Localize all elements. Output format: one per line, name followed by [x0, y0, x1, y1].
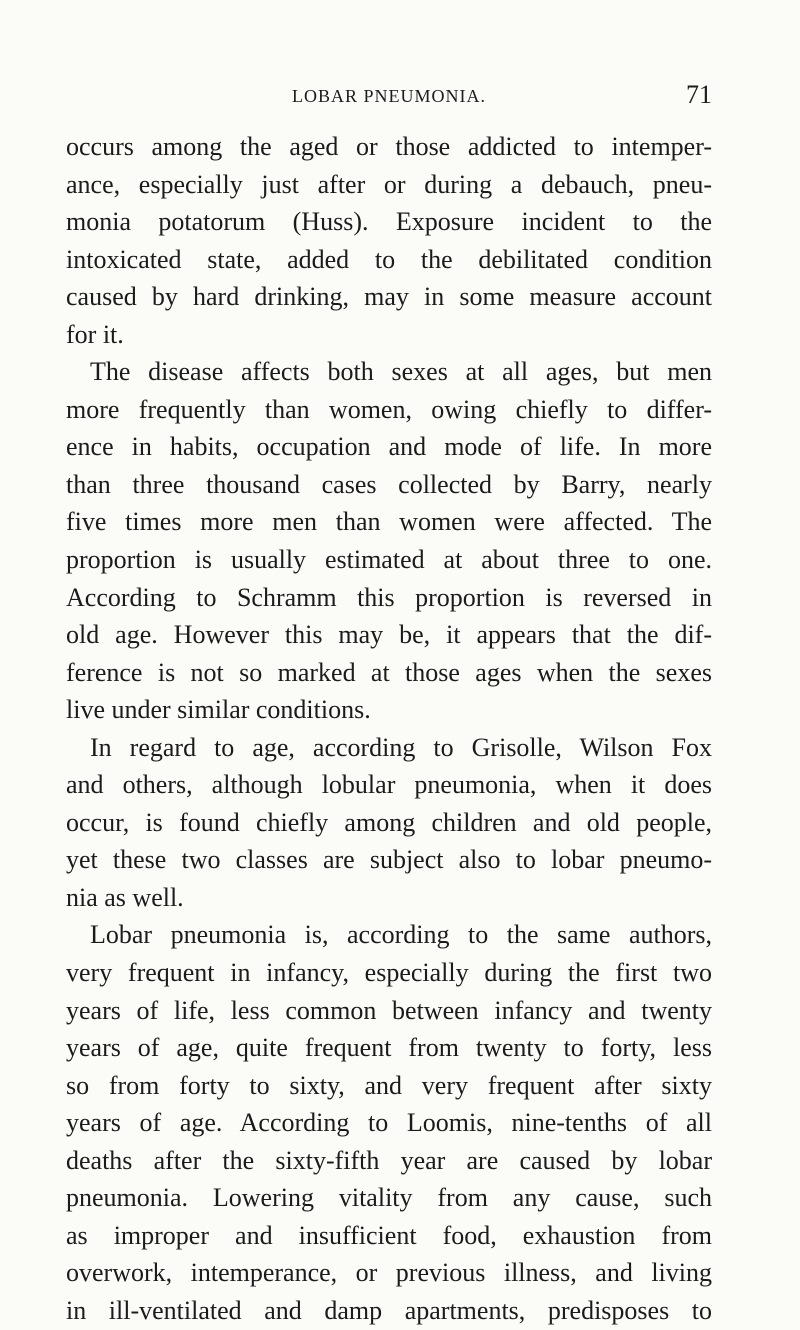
running-title: LOBAR PNEUMONIA. [291, 86, 486, 106]
text-line: deaths after the sixty-fifth year are caused by lobar [66, 1145, 712, 1175]
text-line: old age. However this may be, it appears that the dif- [66, 620, 712, 650]
text-line: for it. [66, 319, 124, 349]
text-line: in ill-ventilated and damp apartments, predisposes to [66, 1295, 712, 1325]
text-line: proportion is usually estimated at about three to one. [66, 545, 712, 575]
text-line: so from forty to sixty, and very frequent after sixty [66, 1070, 712, 1100]
text-line: Lobar pneumonia is, according to the same authors, [90, 920, 712, 950]
text-line: intoxicated state, added to the debilitated condition [66, 244, 712, 274]
text-line: occurs among the aged or those addicted to intemper- [66, 132, 712, 161]
text-line: ance, especially just after or during a debauch, pneu- [66, 169, 712, 199]
text-line: occur, is found chiefly among children and old people, [66, 807, 712, 837]
running-head [66, 80, 712, 116]
page-number: 71 [686, 80, 712, 109]
text-line: years of age, quite frequent from twenty to forty, less [66, 1033, 712, 1063]
text-line: than three thousand cases collected by Barry, nearly [66, 469, 712, 499]
text-line: In regard to age, according to Grisolle, Wilson Fox [90, 732, 712, 762]
text-line: very frequent in infancy, especially during the first two [66, 958, 712, 988]
text-line: live under similar conditions. [66, 695, 371, 725]
text-line: The disease affects both sexes at all ages, but men [90, 357, 712, 387]
text-line: five times more men than women were affected. The [66, 507, 712, 537]
text-line: monia potatorum (Huss). Exposure incident to the [66, 207, 712, 237]
text-line: According to Schramm this proportion is reversed in [66, 582, 712, 612]
text-line: overwork, intemperance, or previous illness, and living [66, 1258, 712, 1288]
text-line: years of age. According to Loomis, nine-tenths of all [66, 1108, 712, 1138]
text-line: pneumonia. Lowering vitality from any cause, such [66, 1183, 712, 1213]
text-line: as improper and insufficient food, exhaustion from [66, 1220, 712, 1250]
text-line: ence in habits, occupation and mode of life. In more [66, 432, 712, 462]
text-line: ference is not so marked at those ages when the sexes [66, 657, 712, 687]
text-line: caused by hard drinking, may in some measure account [66, 282, 712, 312]
text-line: more frequently than women, owing chiefly to differ- [66, 394, 712, 424]
text-line: yet these two classes are subject also to lobar pneumo- [66, 845, 712, 875]
text-line: nia as well. [66, 882, 184, 912]
text-line: years of life, less common between infancy and twenty [66, 995, 712, 1025]
text-line: and others, although lobular pneumonia, when it does [66, 770, 712, 800]
body-text [66, 128, 712, 1330]
